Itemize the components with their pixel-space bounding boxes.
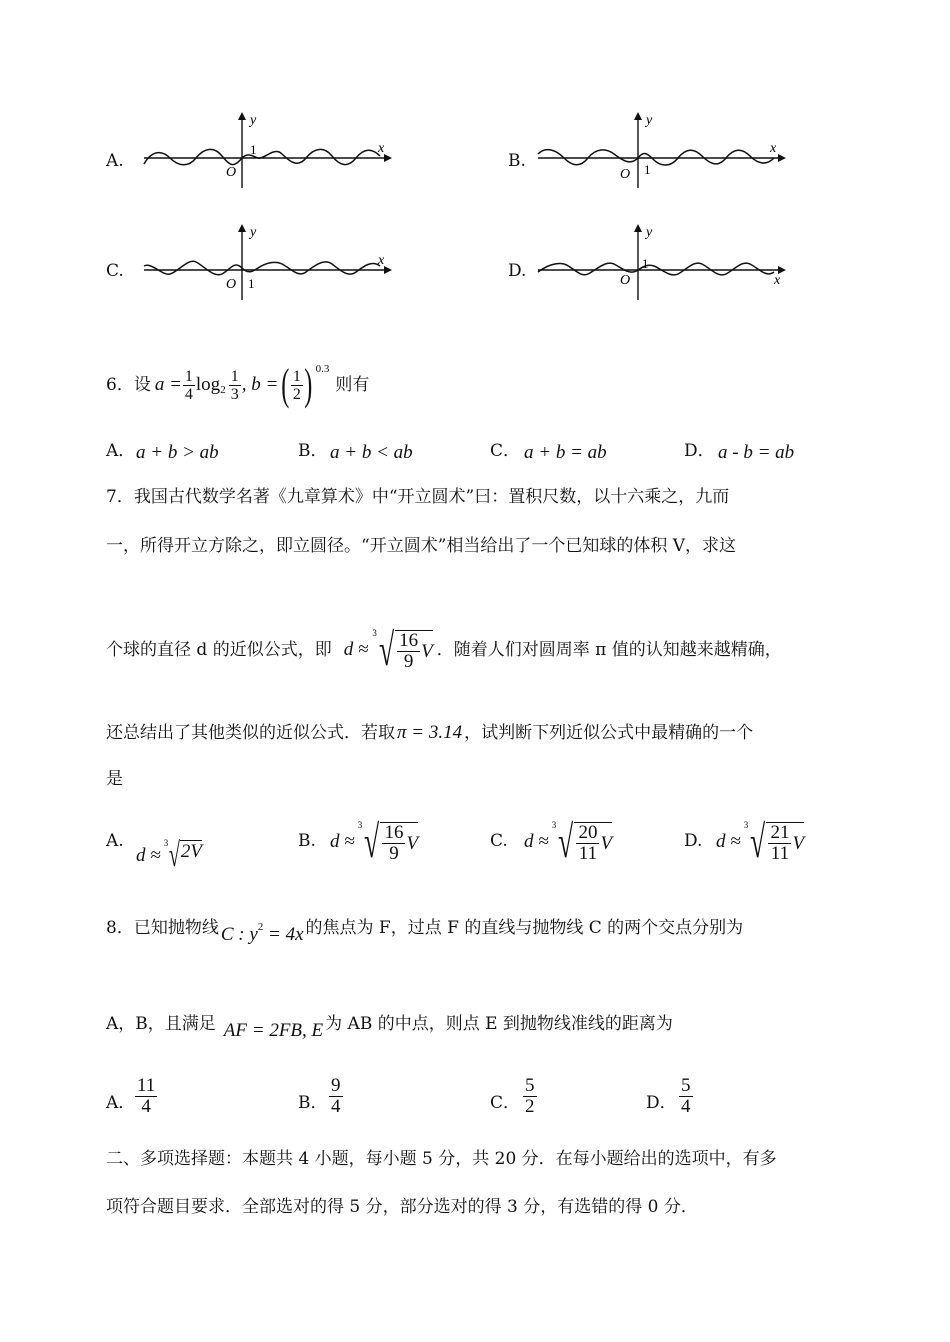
fraction: $\frac{1}{3}$ [230, 367, 239, 403]
x-axis-label: x [378, 253, 385, 268]
option-label: A. [106, 151, 124, 171]
fraction: $\frac{1}{4}$ [184, 367, 193, 403]
q6-suffix: 则有 [335, 375, 370, 395]
cube-root: 3 √ $\frac{21}{11}$ V [743, 816, 805, 867]
q6-prefix: 6．设 [106, 375, 151, 395]
x-axis-label: x [378, 141, 385, 156]
origin-label: O [620, 273, 631, 288]
log-base: 2 [220, 384, 226, 396]
cube-root: 3 √ $\frac{16}{9}$ V [357, 816, 419, 867]
y-axis-label: y [646, 113, 653, 128]
fraction: $\frac{16}{9}$ [399, 630, 419, 672]
option-expr: a + b < ab [330, 442, 413, 463]
q7-options [106, 818, 846, 884]
graph-c [134, 222, 394, 302]
radicand-var: V [421, 640, 433, 662]
q8-options [106, 1076, 806, 1128]
option-label: C. [490, 831, 508, 851]
log-operator: log [195, 374, 221, 395]
cube-root: 3 √ 2V [163, 837, 202, 874]
cube-root [372, 626, 432, 674]
q8-curve: C : $y^2 = 4x$ [220, 921, 304, 945]
option-label: D． [684, 441, 715, 461]
x-axis-label: x [774, 273, 781, 288]
pi-expr: π = 3.14 [397, 722, 463, 743]
option-label: D． [646, 1093, 677, 1113]
b-lhs: , b = [241, 374, 279, 395]
left-paren: ( [281, 360, 290, 409]
option-label: D. [508, 261, 527, 281]
q8-text-post: 的焦点为 F，过点 F 的直线与抛物线 C 的两个交点分别为 [305, 918, 744, 938]
graph-b [534, 110, 794, 190]
q8-text: 8．已知抛物线 [106, 918, 219, 938]
a-lhs: a = [154, 374, 182, 395]
option-label: A． [106, 441, 136, 461]
option-label: C． [490, 441, 521, 461]
option-fraction: $\frac{11}{4}$ [137, 1075, 156, 1117]
option-formula: d ≈ 3 √ 2V [136, 837, 202, 874]
q6-formula [154, 360, 330, 409]
radicand [395, 630, 433, 672]
q8-line-2-text: A，B，且满足 [106, 1014, 216, 1034]
origin-label: O [620, 167, 631, 182]
q6-options [106, 440, 826, 468]
option-fraction: $\frac{5}{4}$ [681, 1075, 691, 1117]
origin-label: O [226, 165, 237, 180]
option-formula: d ≈ 3 √ $\frac{20}{11}$ V [524, 816, 613, 867]
q7-line-3-text: 个球的直径 d 的近似公式，即 [106, 640, 332, 660]
radical-sign: √ [378, 624, 395, 675]
option-fraction: $\frac{5}{2}$ [525, 1075, 535, 1117]
fraction: $\frac{1}{2}$ [292, 367, 301, 403]
q7-line-3-text-post: ．随着人们对圆周率 π 值的认知越来越精确， [436, 640, 782, 660]
graph-a [134, 110, 394, 190]
q7-line-4 [106, 718, 753, 748]
q8-condition: AF = 2FB, E [223, 1020, 324, 1041]
option-label: C. [106, 261, 124, 281]
option-label: B. [508, 151, 526, 171]
exponent: 0.3 [315, 363, 330, 375]
q7-line-2: 一，所得开立方除之，即立圆径。“开立圆术”相当给出了一个已知球的体积 V，求这 [106, 536, 737, 556]
q6-stem [106, 358, 369, 412]
section-2-line-2: 项符合题目要求．全部选对的得 5 分，部分选对的得 3 分，有选错的得 0 分． [106, 1197, 698, 1217]
tick-label: 1 [644, 162, 651, 177]
q7-line-3 [106, 620, 782, 680]
option-expr: a + b = ab [524, 442, 607, 463]
y-axis-label: y [646, 225, 653, 240]
q7-line-1: 7．我国古代数学名著《九章算术》中“开立圆术”曰：置积尺数，以十六乘之，九而 [106, 487, 730, 507]
tick-label: 1 [642, 256, 649, 271]
y-axis-label: y [250, 113, 257, 128]
y-axis-label: y [250, 225, 257, 240]
section-2-line-1: 二、多项选择题：本题共 4 小题，每小题 5 分，共 20 分．在每小题给出的选项中，有多 [106, 1149, 777, 1169]
formula-lhs: d ≈ [343, 639, 369, 660]
option-formula: d ≈ 3 √ $\frac{21}{11}$ V [716, 816, 805, 867]
cube-root: 3 √ $\frac{20}{11}$ V [551, 816, 613, 867]
origin-label: O [226, 277, 237, 292]
q7-line-4-text-post: ，试判断下列近似公式中最精确的一个 [464, 723, 754, 743]
q7-line-5: 是 [106, 769, 123, 789]
q8-line-2-text-post: 为 AB 的中点，则点 E 到抛物线准线的距离为 [325, 1014, 673, 1034]
option-label: A. [106, 831, 124, 851]
tick-label: 1 [248, 276, 255, 291]
q8-line-1 [106, 908, 743, 948]
option-expr: a + b > ab [136, 442, 219, 463]
option-label: A． [106, 1093, 136, 1113]
option-expr: a - b = ab [718, 442, 795, 463]
option-fraction: $\frac{9}{4}$ [331, 1075, 341, 1117]
root-index: 3 [372, 628, 377, 638]
option-label: D. [684, 831, 703, 851]
q7-formula [344, 626, 433, 674]
right-paren: ) [304, 360, 313, 409]
tick-label: 1 [250, 142, 257, 157]
x-axis-label: x [770, 141, 777, 156]
q8-line-2 [106, 1004, 673, 1044]
option-formula: d ≈ 3 √ $\frac{16}{9}$ V [330, 816, 419, 867]
option-label: B． [298, 441, 328, 461]
graph-d [534, 222, 794, 302]
option-label: C． [490, 1093, 521, 1113]
option-label: B． [298, 1093, 328, 1113]
q7-line-4-text: 还总结出了其他类似的近似公式．若取 [106, 723, 395, 743]
option-label: B. [298, 831, 316, 851]
